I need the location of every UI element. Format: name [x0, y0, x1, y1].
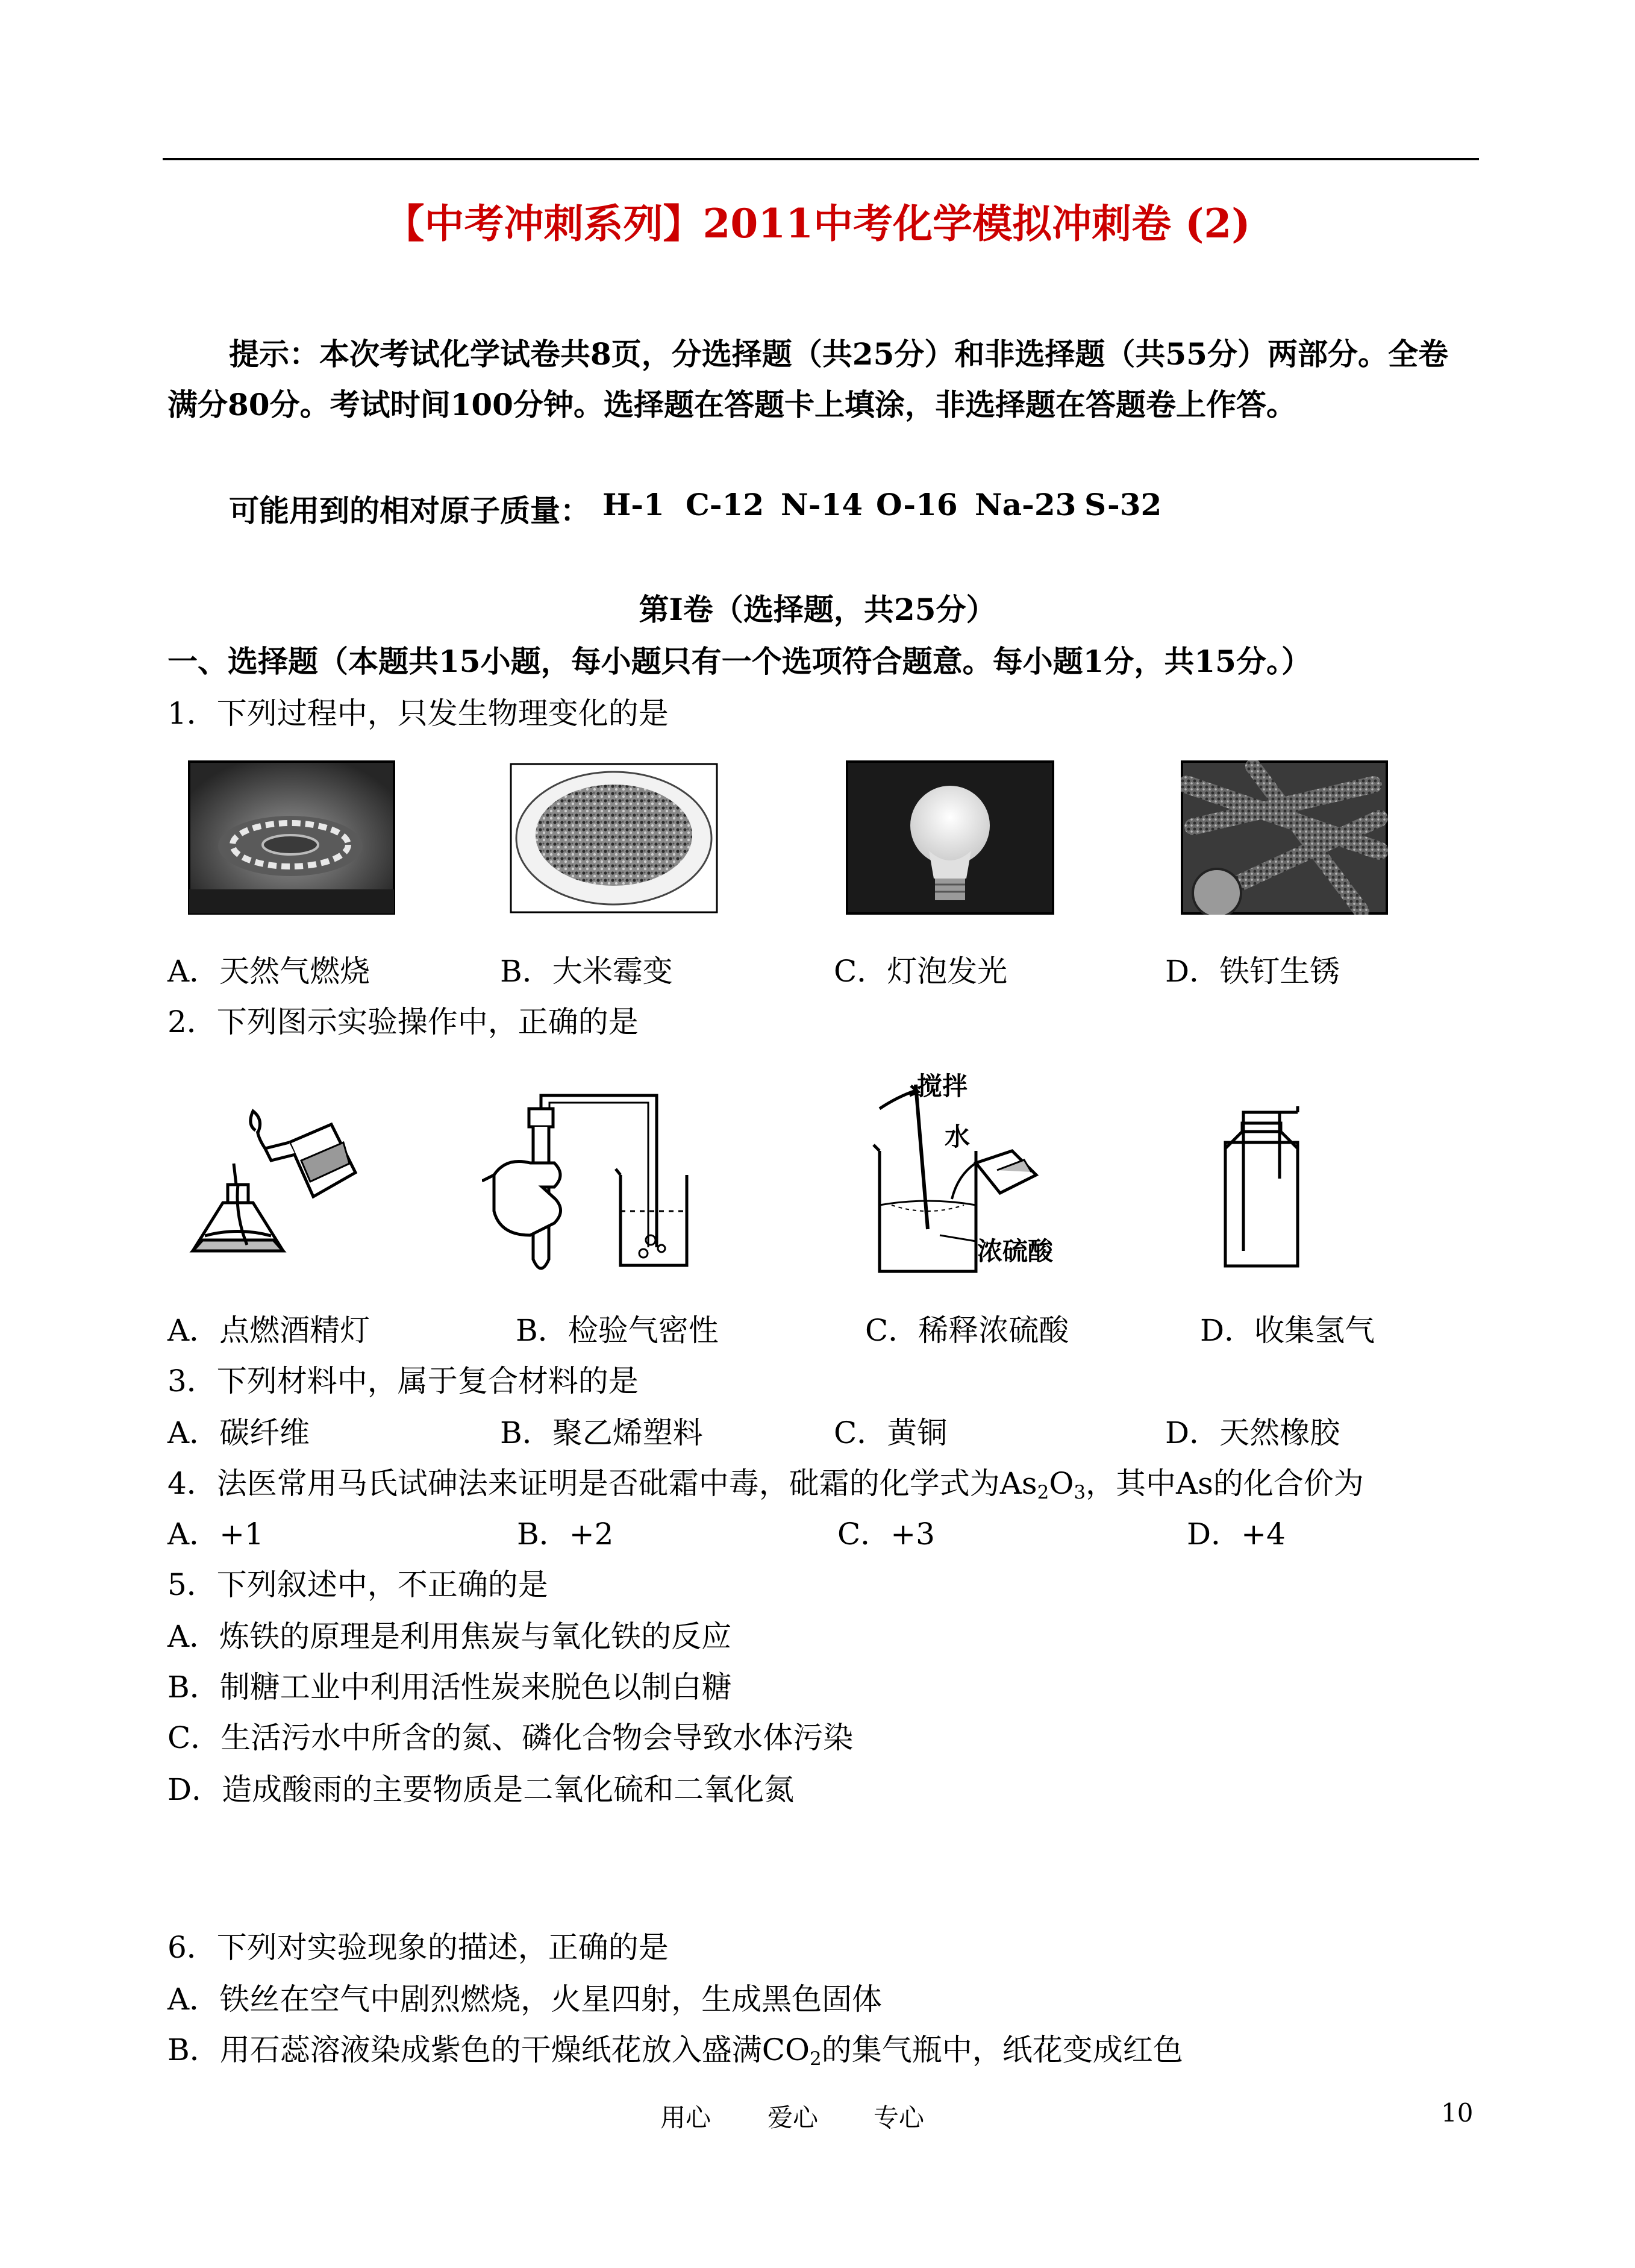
- question-3-option-d: D．天然橡胶: [1165, 1415, 1340, 1450]
- question-1-option-d: D．铁钉生锈: [1165, 954, 1340, 989]
- notice-line-1: 提示：本次考试化学试卷共8页，分选择题（共25分）和非选择题（共55分）两部分。全卷: [229, 336, 1448, 372]
- question-4-option-a: A．+1: [167, 1517, 264, 1552]
- question-5-option-b: B．制糖工业中利用活性炭来脱色以制白糖: [167, 1670, 732, 1705]
- question-2-option-c: C．稀释浓硫酸: [865, 1313, 1069, 1348]
- question-5-option-a: A．炼铁的原理是利用焦炭与氧化铁的反应: [167, 1619, 732, 1654]
- gas-burner-photo: [188, 760, 395, 915]
- footer-motto-1: 用心: [660, 2103, 711, 2132]
- question-3-option-a: A．碳纤维: [167, 1415, 310, 1450]
- question-2-option-d: D．收集氢气: [1200, 1313, 1375, 1348]
- concentrated-acid-label: 浓硫酸: [977, 1236, 1054, 1266]
- atomic-mass-na: Na-23: [975, 487, 1077, 522]
- part-heading: 一、选择题（本题共15小题，每小题只有一个选项符合题意。每小题1分，共15分。）: [167, 644, 1311, 679]
- page-title: 【中考冲刺系列】2011中考化学模拟冲刺卷 (2): [384, 200, 1251, 247]
- question-4-option-c: C．+3: [837, 1517, 935, 1552]
- water-label: 水: [945, 1122, 971, 1151]
- page-number: 10: [1441, 2098, 1474, 2128]
- light-bulb-photo: [846, 760, 1054, 915]
- question-3-option-b: B．聚乙烯塑料: [500, 1415, 703, 1450]
- question-1-option-a: A．天然气燃烧: [167, 954, 370, 989]
- atomic-mass-s: S-32: [1084, 487, 1162, 522]
- question-1-option-b: B．大米霉变: [500, 954, 673, 989]
- question-1-stem: 1．下列过程中，只发生物理变化的是: [167, 696, 669, 731]
- section-title: 第Ⅰ卷（选择题，共25分）: [639, 592, 996, 627]
- question-6-option-a: A．铁丝在空气中剧烈燃烧，火星四射，生成黑色固体: [167, 1982, 883, 2017]
- airtightness-check-figure: [482, 1085, 711, 1289]
- atomic-mass-c: C-12: [686, 487, 764, 522]
- gas-collection-bottle-figure: [1207, 1106, 1316, 1275]
- atomic-mass-o: O-16: [876, 487, 958, 522]
- question-3-option-c: C．黄铜: [834, 1415, 948, 1450]
- question-3-stem: 3．下列材料中，属于复合材料的是: [167, 1364, 639, 1399]
- footer-motto-2: 爱心: [767, 2103, 819, 2132]
- question-2-option-b: B．检验气密性: [516, 1313, 719, 1348]
- question-5-option-c: C．生活污水中所含的氮、磷化合物会导致水体污染: [167, 1720, 854, 1755]
- question-2-option-a: A．点燃酒精灯: [167, 1313, 370, 1348]
- header-rule: [163, 158, 1479, 160]
- question-5-stem: 5．下列叙述中，不正确的是: [167, 1567, 548, 1602]
- moldy-rice-photo: [510, 763, 718, 913]
- question-4-option-b: B．+2: [517, 1517, 614, 1552]
- footer-motto-3: 专心: [874, 2103, 925, 2132]
- atomic-mass-h: H-1: [602, 487, 664, 522]
- stir-label: 搅拌: [917, 1071, 968, 1101]
- question-6-stem: 6．下列对实验现象的描述，正确的是: [167, 1930, 669, 1965]
- notice-line-2: 满分80分。考试时间100分钟。选择题在答题卡上填涂，非选择题在答题卷上作答。: [167, 387, 1296, 422]
- rusty-nails-photo: [1181, 760, 1388, 915]
- alcohol-lamp-figure: [181, 1106, 361, 1287]
- question-1-option-c: C．灯泡发光: [834, 954, 1008, 989]
- atomic-mass-label: 可能用到的相对原子质量：: [229, 493, 590, 528]
- question-2-stem: 2．下列图示实验操作中，正确的是: [167, 1004, 639, 1039]
- question-4-option-d: D．+4: [1187, 1517, 1286, 1552]
- question-4-stem: 4．法医常用马氏试砷法来证明是否砒霜中毒，砒霜的化学式为$As_2O_3$，其中As的化合价为: [167, 1466, 1364, 1503]
- atomic-mass-n: N-14: [781, 487, 863, 522]
- question-6-option-b: B．用石蕊溶液染成紫色的干燥纸花放入盛满$CO_2$的集气瓶中，纸花变成红色: [167, 2032, 1183, 2070]
- question-5-option-d: D．造成酸雨的主要物质是二氧化硫和二氧化氮: [167, 1772, 795, 1807]
